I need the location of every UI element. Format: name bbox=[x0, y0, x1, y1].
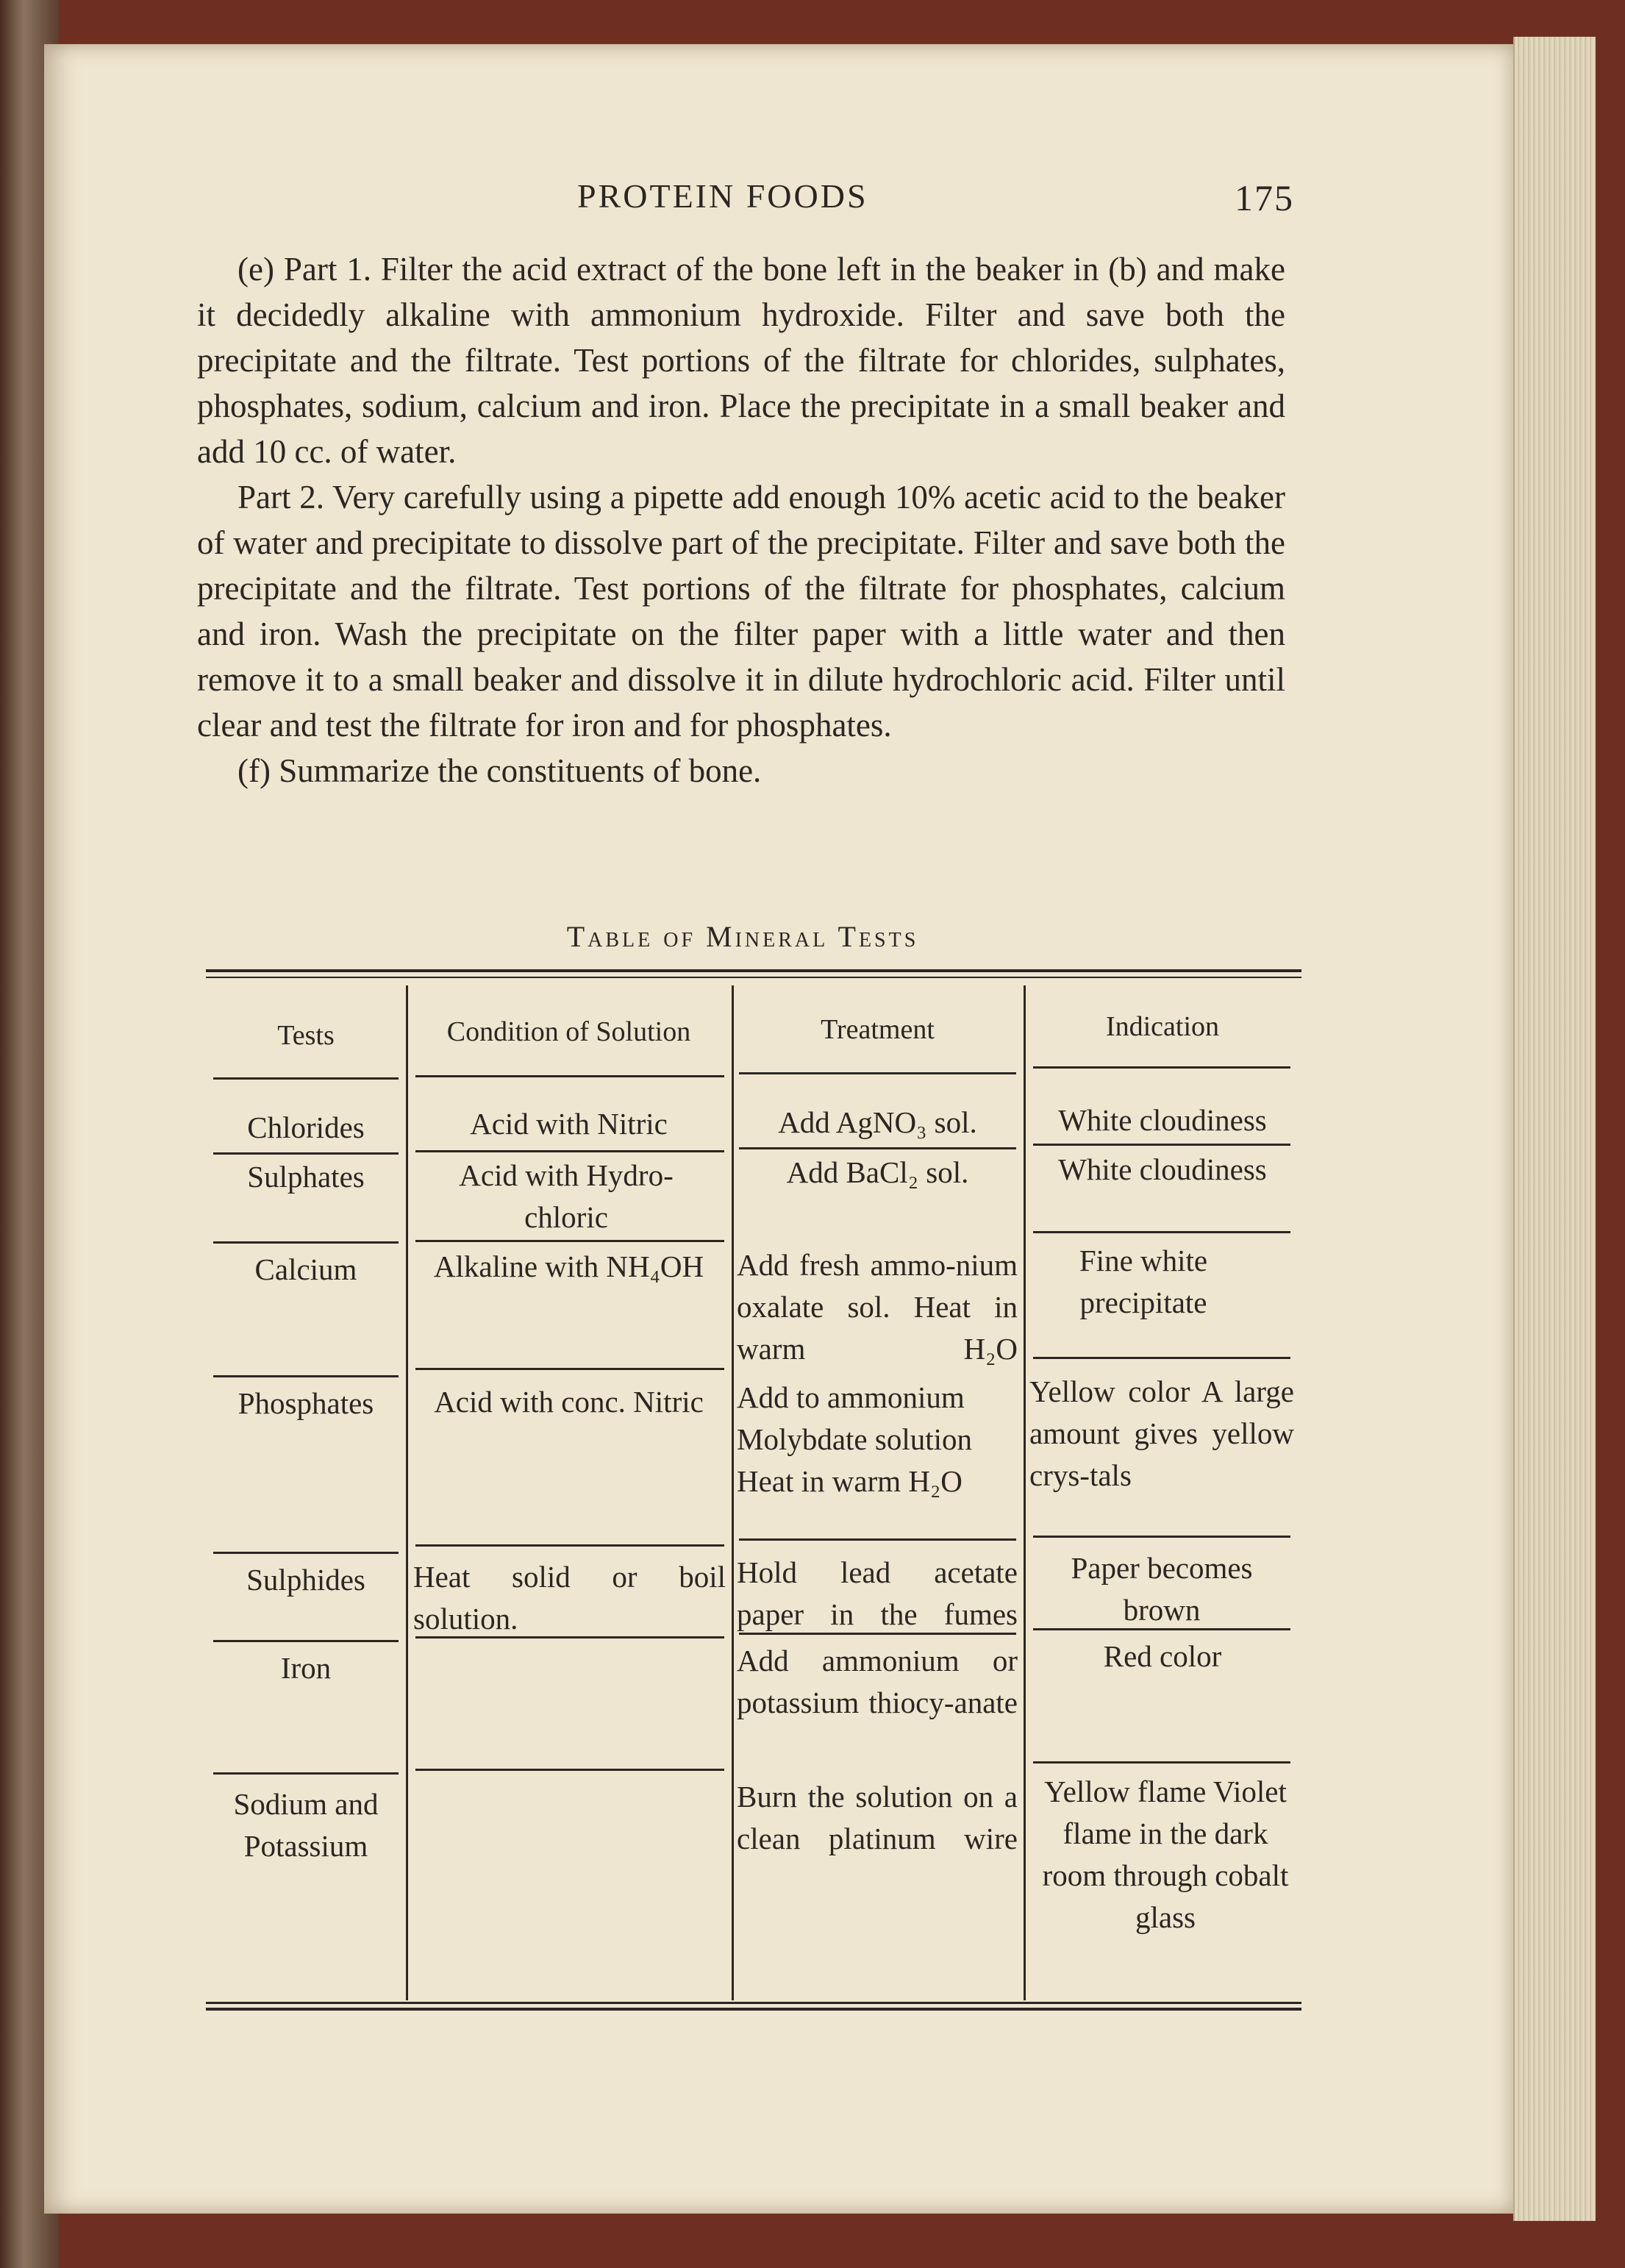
page-edges bbox=[1513, 37, 1596, 2221]
table-cell: Fine white precipitate bbox=[1079, 1244, 1208, 1319]
table-cell: Acid with Hydro-chloric bbox=[459, 1158, 674, 1234]
table-cell: Chlorides bbox=[247, 1110, 365, 1144]
header-condition: Condition of Solution bbox=[446, 1016, 691, 1047]
row-rule bbox=[739, 1147, 1016, 1149]
row-rule bbox=[1033, 1761, 1290, 1764]
table-cell: Add fresh ammo-nium oxalate sol. Heat in warm H₂O bbox=[737, 1248, 1018, 1366]
row-rule bbox=[1033, 1536, 1290, 1538]
header-rule bbox=[213, 1077, 399, 1080]
row-rule bbox=[213, 1772, 399, 1775]
table-cell: Add BaCl₂ sol. bbox=[786, 1155, 969, 1189]
table-top-rule bbox=[206, 969, 1301, 972]
table-cell: Yellow flame Violet flame in the dark room through cobalt glass bbox=[1042, 1775, 1289, 1934]
row-rule bbox=[1033, 1628, 1290, 1630]
header-treatment: Treatment bbox=[821, 1014, 935, 1045]
paragraph-f: (f) Summarize the constituents of bone. bbox=[238, 752, 762, 789]
table-cell: Acid with Nitric bbox=[470, 1107, 668, 1141]
table-cell: Sodium and Potassium bbox=[233, 1787, 379, 1863]
table-cell: Yellow color A large amount gives yellow crys-tals bbox=[1029, 1374, 1294, 1492]
table-cell: Hold lead acetate paper in the fumes bbox=[737, 1555, 1018, 1631]
table-bottom-rule-thin bbox=[206, 2002, 1301, 2004]
table-cell: Phosphates bbox=[238, 1386, 374, 1420]
table-caption: Table of Mineral Tests bbox=[566, 920, 919, 953]
row-rule bbox=[213, 1552, 399, 1554]
table-cell: Red color bbox=[1103, 1639, 1222, 1673]
header-rule bbox=[415, 1075, 724, 1077]
mineral-tests-table bbox=[206, 985, 1301, 2000]
header-tests: Tests bbox=[277, 1020, 335, 1051]
table-cell: Add to ammonium Molybdate solution Heat in warm H₂O bbox=[737, 1380, 973, 1498]
header-rule bbox=[1033, 1066, 1290, 1069]
table-cell: Iron bbox=[280, 1651, 332, 1685]
table-cell: White cloudiness bbox=[1058, 1103, 1267, 1137]
table-cell: Calcium bbox=[254, 1252, 357, 1286]
row-rule bbox=[415, 1769, 724, 1771]
row-rule bbox=[415, 1544, 724, 1547]
row-rule bbox=[213, 1640, 399, 1642]
table-cell: Acid with conc. Nitric bbox=[434, 1385, 704, 1419]
table-cell: White cloudiness bbox=[1058, 1152, 1267, 1186]
row-rule bbox=[1033, 1357, 1290, 1359]
row-rule bbox=[213, 1152, 399, 1155]
table-cell: Burn the solution on a clean platinum wire bbox=[737, 1780, 1018, 1855]
row-rule bbox=[213, 1375, 399, 1377]
table-cell: Sulphides bbox=[246, 1563, 365, 1597]
paragraph-part-2: Part 2. Very carefully using a pipette add enough 10% acetic acid to the beaker of water and precipitate to dissolve part of the precipitate. Filter and save both the precipitate and the filtrate. Test portions of the filtrate for phosphates, calcium and iron. Wash the precipitate on the filter paper with a little water and then remove it to a small beaker and dissolve it in dilute hydrochloric acid. Filter until clear and test the filtrate for iron and for phosphates. bbox=[197, 479, 1285, 743]
table-cell: Add AgNO₃ sol. bbox=[778, 1105, 977, 1139]
table-top-rule-thin bbox=[206, 977, 1301, 978]
table-cell: Sulphates bbox=[247, 1160, 365, 1194]
table-cell: Add ammonium or potassium thiocy-anate bbox=[737, 1644, 1018, 1719]
running-head-title: PROTEIN FOODS bbox=[577, 177, 868, 215]
table-cell: Paper becomes brown bbox=[1071, 1551, 1253, 1627]
page-number: 175 bbox=[1235, 177, 1294, 218]
running-head bbox=[191, 176, 1294, 221]
header-rule bbox=[739, 1072, 1016, 1074]
row-rule bbox=[739, 1633, 1016, 1635]
row-rule bbox=[415, 1240, 724, 1242]
table-bottom-rule bbox=[206, 2008, 1301, 2011]
row-rule bbox=[213, 1241, 399, 1244]
row-rule bbox=[415, 1150, 724, 1152]
body-text bbox=[197, 246, 1285, 794]
row-rule bbox=[739, 1538, 1016, 1541]
row-rule bbox=[415, 1636, 724, 1638]
table-cell: Alkaline with NH₄OH bbox=[433, 1249, 704, 1283]
paragraph-e: (e) Part 1. Filter the acid extract of the bone left in the beaker in (b) and make it decidedly alkaline with ammonium hydroxide. Filter and save both the precipitate and the filtrate. Test portions of the filtrate for chlorides, sulphates, phosphates, sodium, calcium and iron. Place the precipitate in a small beaker and add 10 cc. of water. bbox=[197, 251, 1285, 470]
row-rule bbox=[1033, 1231, 1290, 1233]
header-indication: Indication bbox=[1105, 1011, 1220, 1042]
table-cell: Heat solid or boil solution. bbox=[413, 1560, 726, 1636]
row-rule bbox=[1033, 1144, 1290, 1146]
row-rule bbox=[415, 1368, 724, 1370]
